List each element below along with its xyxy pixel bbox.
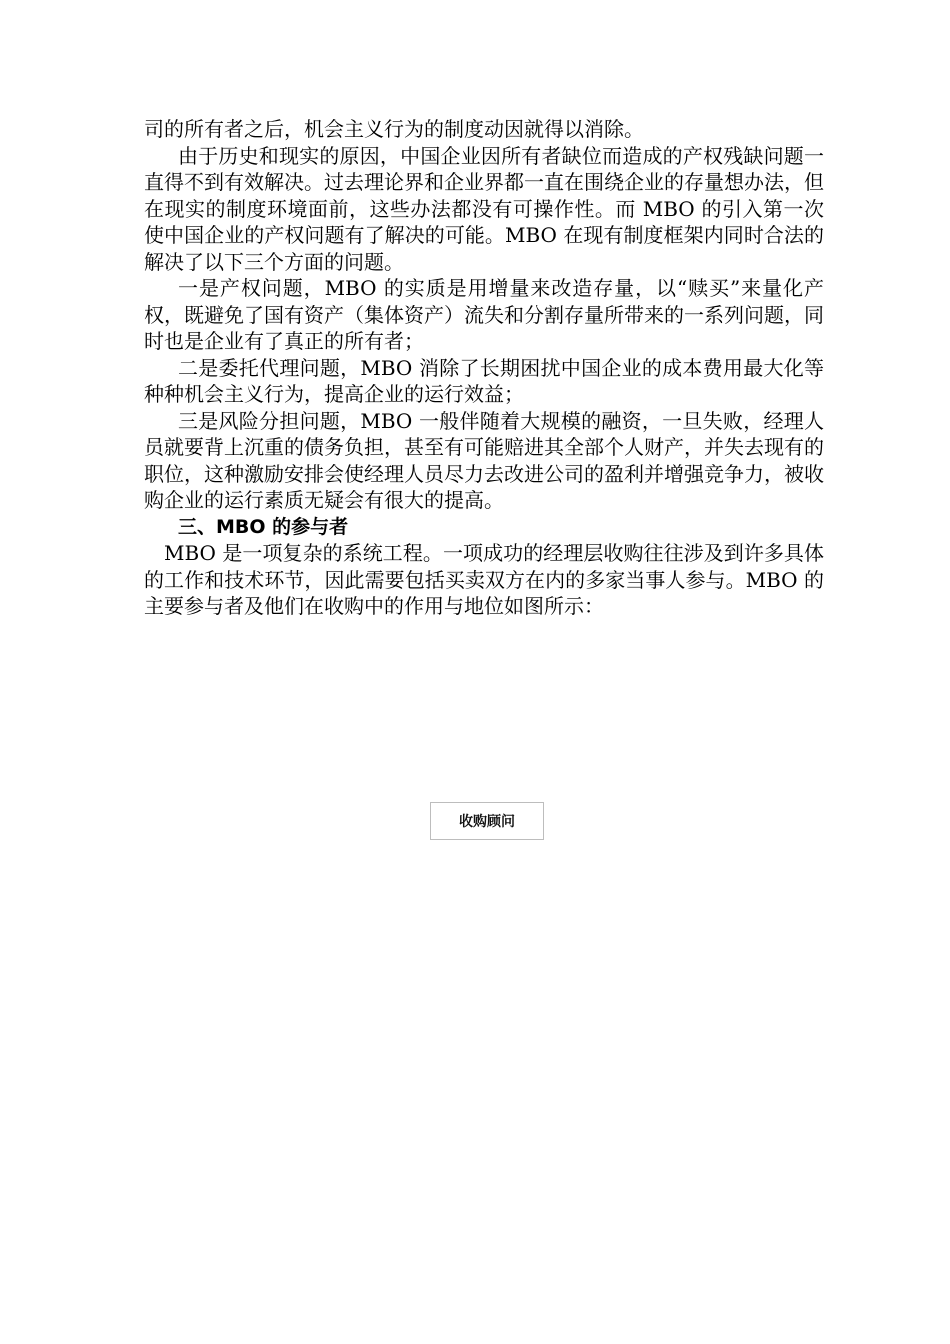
body-text [144,116,824,620]
diagram-node-acquisition-advisor [430,802,544,840]
paragraph-background: 由于历史和现实的原因，中国企业因所有者缺位而造成的产权残缺问题一直得不到有效解决。过去理论界和企业界都一直在围绕企业的存量想办法，但在现实的制度环境面前，这些办法都没有可操作性。而 MBO 的引入第一次使中国企业的产权问题有了解决的可能。MBO 在现有制度框架内同时合法的解决了以下三个方面的问题。 [144,143,824,274]
section-heading: 三、MBO 的参与者 [178,515,349,538]
diagram-node-label: 收购顾问 [459,814,515,830]
paragraph-property-rights: 一是产权问题，MBO 的实质是用增量来改造存量，以“赎买”来量化产权，既避免了国有资产（集体资产）流失和分割存量所带来的一系列问题，同时也是企业有了真正的所有者； [144,276,824,353]
paragraph-risk-sharing: 三是风险分担问题，MBO 一般伴随着大规模的融资，一旦失败，经理人员就要背上沉重的债务负担，甚至有可能赔进其全部个人财产，并失去现有的职位，这种激励安排会使经理人员尽力去改进公司的盈利并增强竞争力，被收购企业的运行素质无疑会有很大的提高。 [144,408,824,512]
paragraph-participants: MBO 是一项复杂的系统工程。一项成功的经理层收购往往涉及到许多具体的工作和技术环节，因此需要包括买卖双方在内的多家当事人参与。MBO 的主要参与者及他们在收购中的作用与地位如图所示： [144,541,824,618]
paragraph-agency: 二是委托代理问题，MBO 消除了长期困扰中国企业的成本费用最大化等种种机会主义行为，提高企业的运行效益； [144,355,824,406]
paragraph-continuation: 司的所有者之后，机会主义行为的制度动因就得以消除。 [144,117,644,141]
